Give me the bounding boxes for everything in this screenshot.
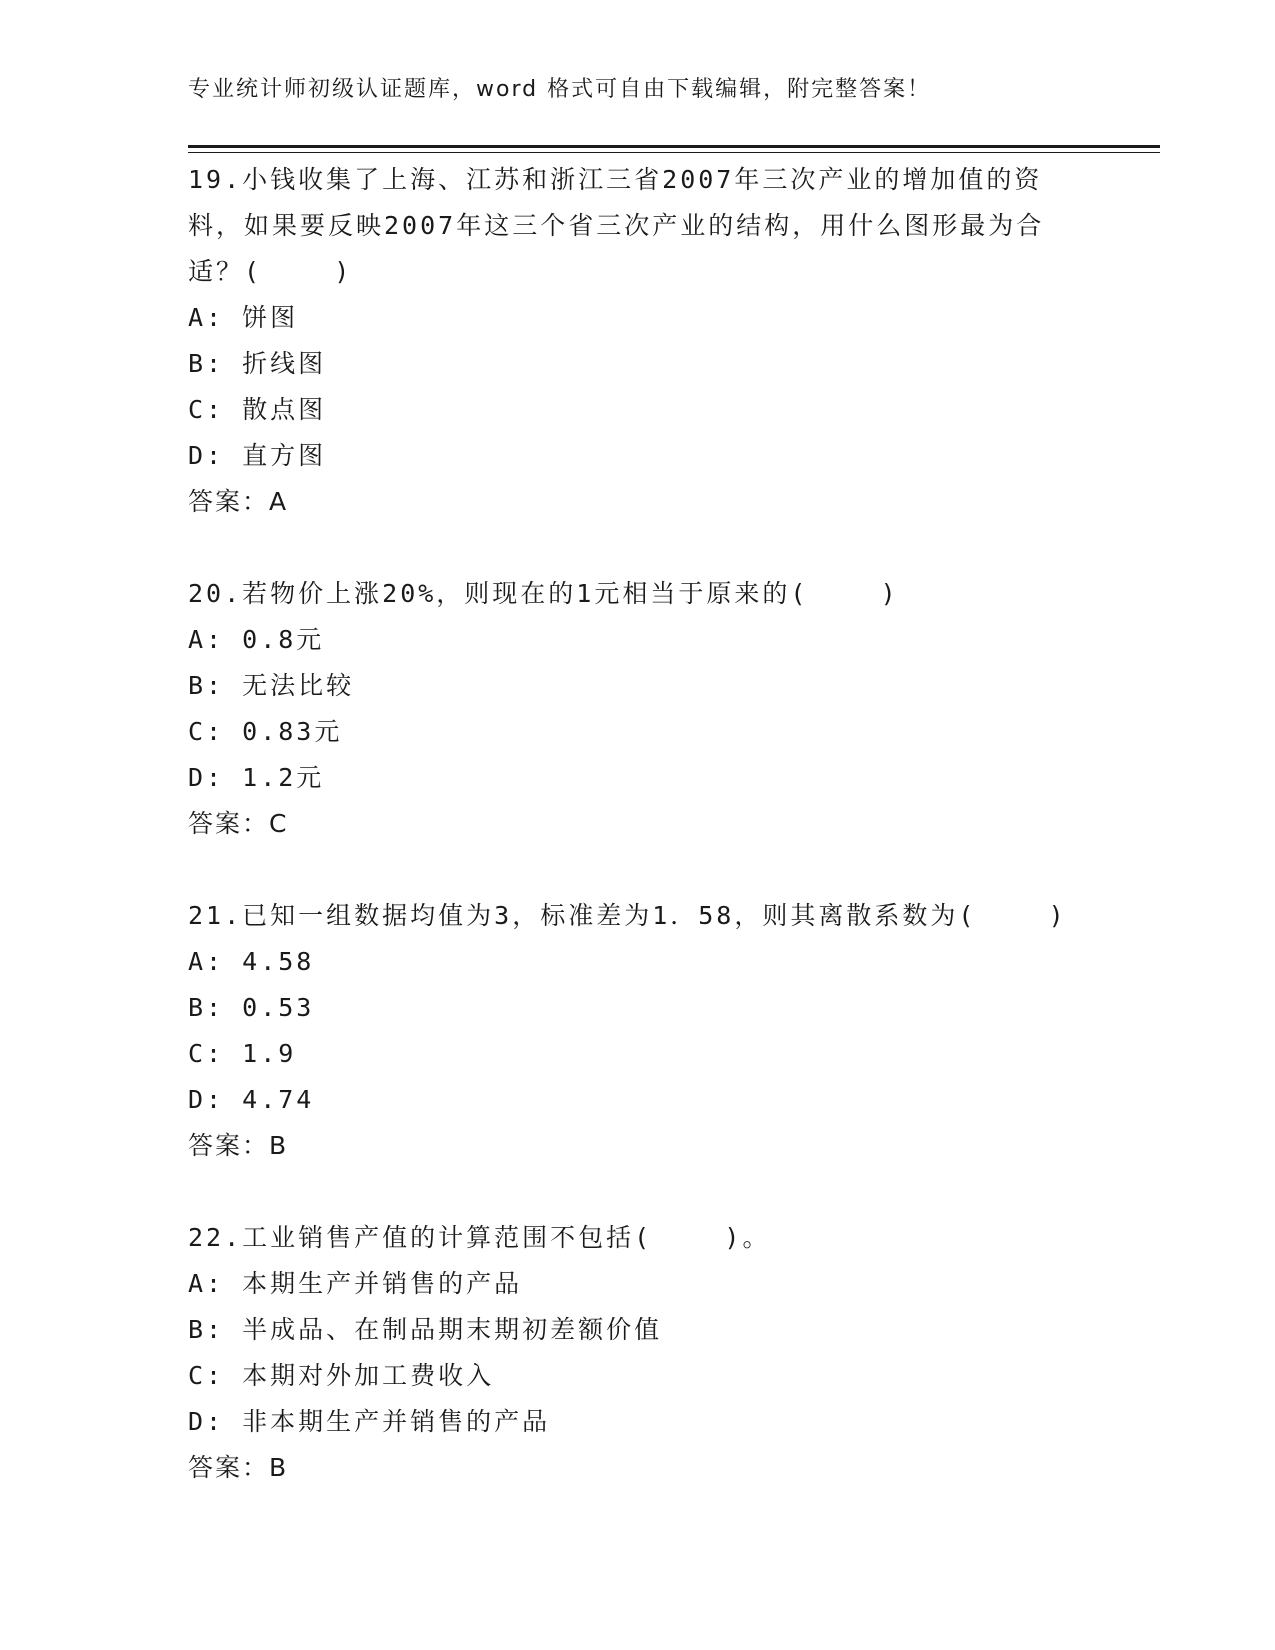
option-a: A: 4.58 [188,947,315,976]
answer-value: A [269,487,289,516]
answer-line [188,1445,1088,1491]
answer-value: B [269,1453,289,1482]
option-d: D: 直方图 [188,441,327,470]
option-d: D: 1.2元 [188,763,325,792]
answer-value: C [269,809,289,838]
question-19 [188,157,1088,525]
question-stem-line: 20.若物价上涨20%，则现在的1元相当于原来的( ) [188,579,899,608]
option-b: B: 折线图 [188,349,327,378]
question-stem-line: 22.工业销售产值的计算范围不包括( )。 [188,1223,771,1252]
question-stem-line: 料，如果要反映2007年这三个省三次产业的结构，用什么图形最为合 [188,211,1045,240]
option-c: C: 0.83元 [188,717,343,746]
answer-label: 答案： [188,1453,270,1482]
answer-label: 答案： [188,809,270,838]
question-stem-line: 19.小钱收集了上海、江苏和浙江三省2007年三次产业的增加值的资 [188,165,1043,194]
header-divider-thick [188,145,1160,148]
question-list [188,157,1088,1491]
answer-label: 答案： [188,487,270,516]
option-d: D: 非本期生产并销售的产品 [188,1407,551,1436]
option-a: A: 0.8元 [188,625,325,654]
answer-line [188,1123,1088,1169]
answer-label: 答案： [188,1131,270,1160]
question-22 [188,1215,1088,1491]
answer-value: B [269,1131,289,1160]
option-b: B: 半成品、在制品期末期初差额价值 [188,1315,663,1344]
option-c: C: 本期对外加工费收入 [188,1361,495,1390]
question-stem-line: 21.已知一组数据均值为3，标准差为1．58，则其离散系数为( ) [188,901,1067,930]
option-d: D: 4.74 [188,1085,315,1114]
question-20 [188,571,1088,847]
option-c: C: 1.9 [188,1039,297,1068]
option-a: A: 本期生产并销售的产品 [188,1269,523,1298]
option-b: B: 无法比较 [188,671,355,700]
answer-line [188,801,1088,847]
option-a: A: 饼图 [188,303,299,332]
option-b: B: 0.53 [188,993,315,1022]
header-divider-thin [188,152,1160,153]
option-c: C: 散点图 [188,395,327,424]
question-stem-line: 适？( ) [188,257,353,286]
question-21 [188,893,1088,1169]
answer-line [188,479,1088,525]
page-header-text: 专业统计师初级认证题库，word 格式可自由下载编辑，附完整答案！ [188,77,932,102]
